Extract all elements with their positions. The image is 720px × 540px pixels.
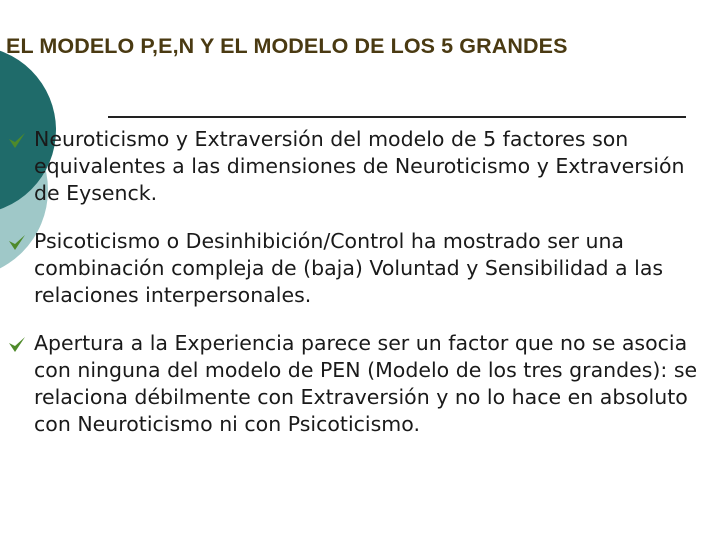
bullet-text: Neuroticismo y Extraversión del modelo de 5 factores son equivalentes a las dimensiones de Neuroticismo y Extraversión de Eysenck. xyxy=(34,127,685,205)
slide-title: EL MODELO P,E,N Y EL MODELO DE LOS 5 GRANDES xyxy=(6,34,568,58)
bullet-item xyxy=(6,126,716,207)
bullet-text: Psicoticismo o Desinhibición/Control ha mostrado ser una combinación compleja de (baja) Voluntad y Sensibilidad a las relaciones interpersonales. xyxy=(34,229,664,307)
bullet-item xyxy=(6,228,716,309)
bullet-text: Apertura a la Experiencia parece ser un factor que no se asocia con ninguna del modelo de PEN (Modelo de los tres grandes): se relaciona débilmente con Extraversión y no lo hace en absoluto con Neuroticismo ni con Psicoticismo. xyxy=(34,331,698,436)
bullet-list xyxy=(6,126,716,459)
check-bullet-icon xyxy=(8,235,26,251)
check-bullet-icon xyxy=(8,133,26,149)
check-bullet-icon xyxy=(8,337,26,353)
bullet-item xyxy=(6,330,716,438)
title-underline xyxy=(108,116,686,118)
